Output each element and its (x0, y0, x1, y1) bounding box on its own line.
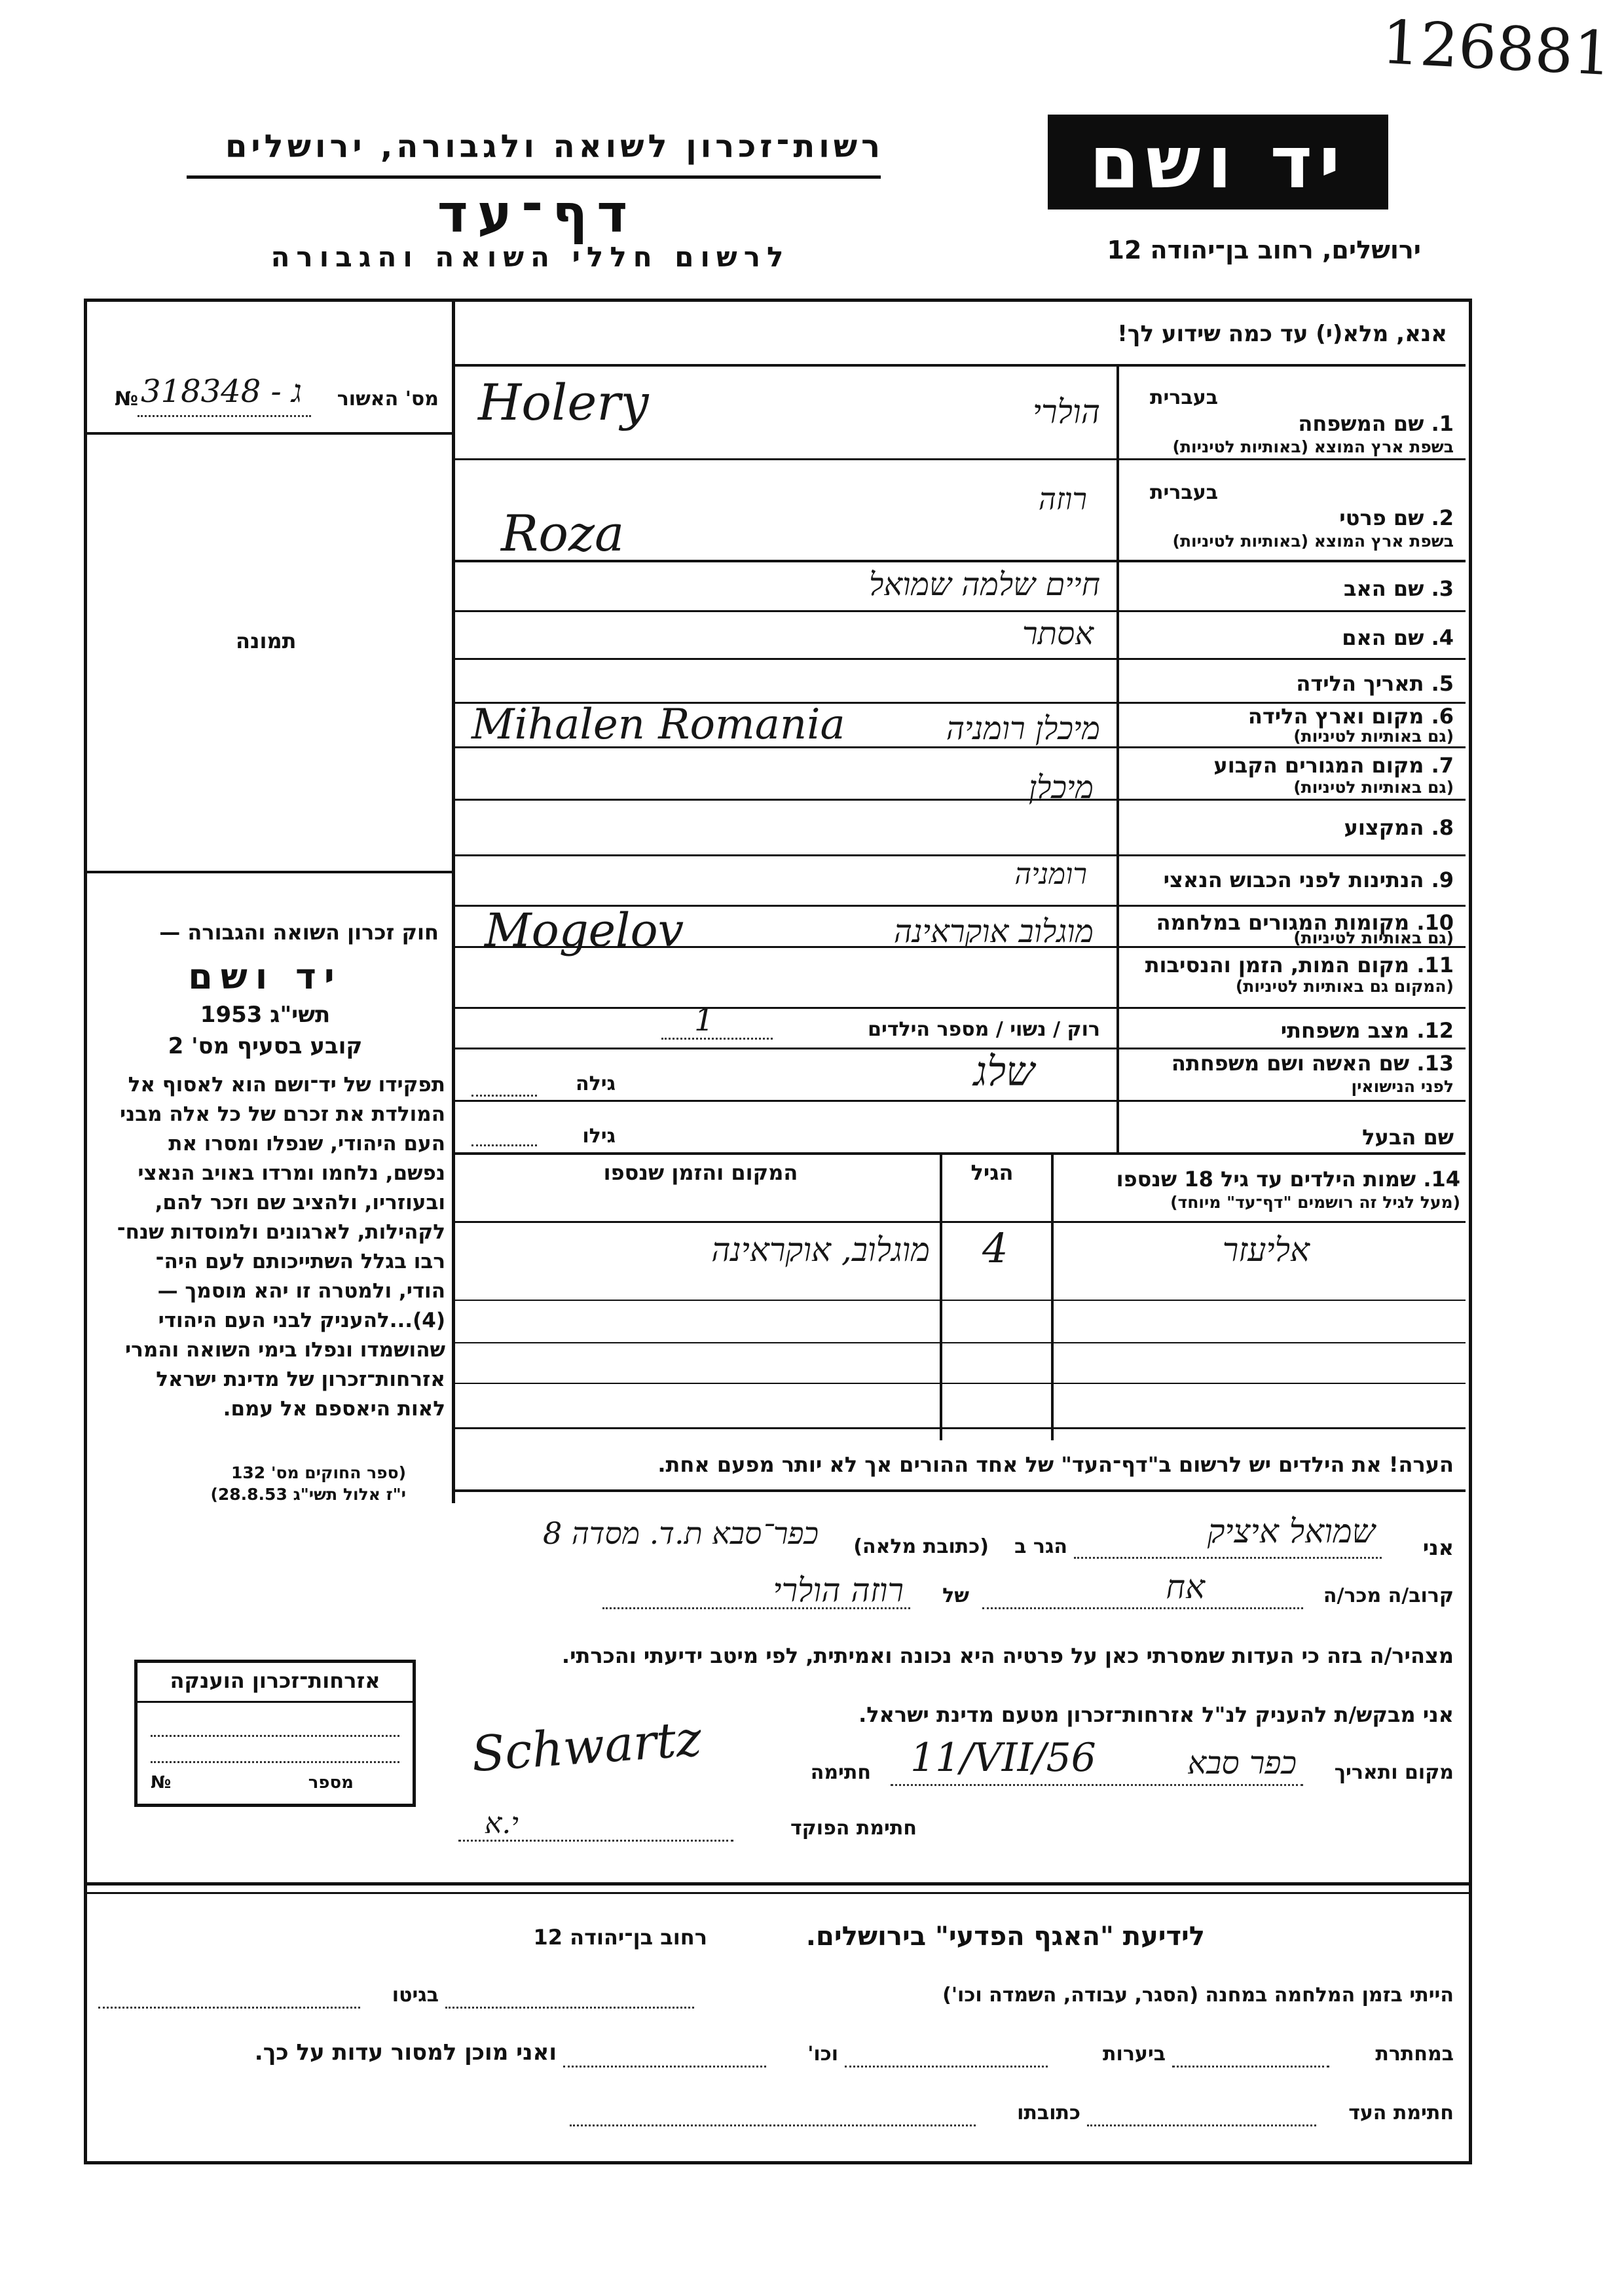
law-line: תפקידו של יד־ושם הוא לאסוף אל (128, 1073, 445, 1097)
citizenship-number-label: מספר (308, 1773, 354, 1793)
notice-line2-b: ביערות (1103, 2043, 1166, 2066)
f7-sub: (גם באותיות לטיניות) (1293, 778, 1454, 797)
f6-value-hebrew: מיכלן רומניה (946, 710, 1100, 747)
husband-label: שם הבעל (1362, 1125, 1454, 1150)
decl-address-label: (כתובת מלאה) (853, 1535, 989, 1558)
age-label-wife: גילה (576, 1072, 616, 1095)
law-line: העם היהודי, שנפלו ומסרו את (168, 1132, 445, 1156)
officer-label: חתימת הפוקד (790, 1817, 917, 1840)
f9-value: רומניה (1014, 858, 1087, 891)
f2-label: 2. שם פרטי (1339, 505, 1454, 530)
decl-statement: מצהיר/ה בזה כי העדות שמסרתי כאן על פרטיה היא נכונה ואמיתית, לפי מיטב ידיעתי והכרתי. (561, 1643, 1454, 1668)
f7-label: 7. מקום המגורים הקבוע (1213, 753, 1454, 778)
f11-label: 11. מקום המות, הזמן והנסיבות (1145, 953, 1454, 977)
f10-label: 10. מקומות המגורים במלחמה (1156, 910, 1454, 935)
f12-options: רוק / נשוי / מספר הילדים (868, 1018, 1100, 1041)
f7-value: מיכלן (1028, 769, 1094, 806)
form-title: דף־עד (437, 183, 637, 244)
f3-value: חיים שלמה שמואל (868, 566, 1100, 603)
f6-label: 6. מקום וארץ הלידה (1247, 704, 1454, 729)
law-citation-1: (ספר החוקים מס' 132 (231, 1463, 406, 1482)
f3-label: 3. שם האב (1343, 576, 1454, 601)
law-section: קובע בסעיף מס' 2 (168, 1033, 363, 1059)
f6-sub: (גם באותיות לטיניות) (1293, 727, 1454, 746)
logo-text: יד ושם (1089, 120, 1347, 204)
place-value: כפר סבא (1187, 1745, 1297, 1781)
law-line: לאות היאספם אל עמם. (223, 1397, 445, 1421)
law-line: שהושמדו ונפלו בימי השואה והמרי (125, 1338, 445, 1362)
law-body (92, 1070, 445, 1424)
citizenship-title: אזרחות־זכרון הוענקה (170, 1668, 380, 1693)
of-label: של (942, 1584, 969, 1607)
f4-value: אסתר (1022, 615, 1094, 652)
f10-sub: (גם באותיות לטיניות) (1293, 928, 1454, 947)
decl-resides: הגר ב (1014, 1535, 1067, 1558)
f5-label: 5. תאריך הלידה (1296, 671, 1454, 696)
law-year: תשי"ג 1953 (200, 1002, 331, 1028)
approval-prefix: № (115, 388, 139, 410)
address-value: כפר־סבא ת.ד. מסדה 8 (542, 1516, 819, 1551)
law-citation-2: י"ז אלול תשי"ג 28.8.53) (210, 1485, 406, 1504)
relation-label: קרוב/ה מכר/ה (1323, 1584, 1454, 1607)
children-col-age: הגיל (970, 1160, 1014, 1185)
law-line: ובעוזריו, ולהציב שם וזכר להם, (155, 1191, 445, 1214)
f1-hebrew-tag: בעברית (1150, 386, 1218, 409)
f12-label: 12. מצב משפחתי (1280, 1018, 1454, 1043)
law-line: לקהילות, לארגונים ולמוסדות שנח־ (117, 1220, 445, 1244)
notice-address: רחוב בן־יהודה 12 (533, 1925, 707, 1950)
approval-label: מס' האשור (337, 388, 439, 410)
f1-value-hebrew: הולרי (1032, 393, 1100, 431)
f4-label: 4. שם האם (1342, 625, 1454, 650)
f13-sub: לפני הנישואין (1351, 1077, 1454, 1096)
citizenship-number-prefix: № (151, 1773, 172, 1793)
place-date-label: מקום ותאריך (1334, 1761, 1454, 1784)
header-address: ירושלים, רחוב בן־יהודה 12 (1107, 236, 1421, 264)
f8-label: 8. המקצוע (1344, 815, 1454, 840)
age-label-husband: גילו (582, 1125, 616, 1148)
citizenship-box (134, 1660, 416, 1807)
f2-value-latin: Roza (501, 504, 625, 562)
notice-line1-end: בגיטו (392, 1984, 439, 2007)
decl-request: אני מבקש/ת להעניק לנ"ל אזרחות־זכרון מטעם מדינת ישראל. (858, 1702, 1454, 1727)
f1-label: 1. שם המשפחה (1298, 411, 1454, 436)
f1-value-latin: Holery (478, 373, 649, 431)
notice-title: לידיעת "האגף הפדעי" בירושלים. (805, 1922, 1205, 1952)
date-value: 11/VII/56 (910, 1735, 1096, 1781)
f10-value-latin: Mogelov (485, 903, 684, 957)
f2-sub: בשפת ארץ המוצא (באותיות לטיניות) (1172, 532, 1454, 551)
signature-label: חתימה (810, 1761, 871, 1784)
law-heading: חוק זכרון השואה והגבורה — (159, 920, 439, 945)
child-name: אליעזר (1222, 1231, 1310, 1269)
child-age: 4 (982, 1224, 1008, 1272)
f11-sub: (המקום גם באותיות לטיניות) (1235, 977, 1454, 996)
institution-underline (187, 175, 881, 179)
f6-value-latin: Mihalen Romania (471, 701, 845, 749)
children-sub: (מעל לגיל זה רושמים "דף־עד" מיוחד) (1170, 1193, 1460, 1212)
photo-label: תמונה (236, 629, 297, 653)
approval-number: 318348 - ג (141, 373, 302, 410)
institution-name: רשות־זכרון לשואה ולגבורה, ירושלים (225, 128, 884, 165)
law-line: נפשם, נלחמו ומרדו באויב הנאצי (138, 1161, 445, 1185)
f10-value-hebrew: מוגלוב אוקראינה (893, 913, 1094, 950)
law-line: (4)...להעניק לבני העם היהודי (158, 1309, 445, 1332)
form-subtitle: לרשום חללי השואה והגבורה (270, 241, 790, 273)
notice-line2-d: ואני מוכן למסור עדות על כך. (254, 2039, 557, 2066)
signature-value: Schwartz (470, 1710, 703, 1783)
f13-label: 13. שם האשה ושם משפחתה (1171, 1051, 1454, 1076)
notice-line2-a: במחתרת (1375, 2043, 1454, 2066)
f2-value-hebrew: רוזה (1038, 481, 1087, 517)
f9-label: 9. הנתינות לפני הכבוש הנאצי (1163, 867, 1454, 892)
children-label: 14. שמות הילדים עד גיל 18 שנספו (1116, 1167, 1460, 1192)
law-line: הודי, ולמטרה זו יהא מוסמך — (157, 1279, 445, 1303)
notice-line3-a: חתימת העד (1348, 2102, 1454, 2124)
yad-vashem-logo (1048, 115, 1388, 210)
decl-ani: אני (1422, 1535, 1454, 1560)
children-col-place: המקום והזמן שנספו (603, 1160, 798, 1185)
note: הערה! את הילדים יש לרשום ב"דף־העד" של אחד ההורים אך לא יותר מפעם אחת. (657, 1452, 1454, 1477)
f1-sub: בשפת ארץ המוצא (באותיות לטיניות) (1172, 437, 1454, 456)
f13-value: שלג (973, 1048, 1035, 1095)
notice-line1: הייתי בזמן המלחמה במחנה (הסגר, עבודה, השמדה וכו') (942, 1984, 1454, 2007)
instructions: אנא, מלא(י) עד כמה שידוע לך! (1117, 321, 1447, 347)
relation-value: אח (1166, 1568, 1205, 1606)
law-name: יד ושם (188, 956, 342, 997)
law-line: רבו בגלל השתייכותם לעם היה־ (155, 1250, 445, 1273)
of-value: רוזה הולרי (773, 1571, 904, 1609)
f12-value: 1 (694, 1002, 714, 1038)
archive-number: 126881 (1380, 7, 1614, 90)
law-line: המולדת את זכרם של כל אלה מבני (120, 1102, 445, 1126)
notice-line3-b: כתובתו (1017, 2102, 1080, 2124)
declarant-name: שמואל איציק (1207, 1512, 1375, 1550)
f2-hebrew-tag: בעברית (1150, 481, 1218, 504)
child-place: מוגלוב, אוקראינה (711, 1231, 930, 1269)
law-line: אזרחות־זכרון של מדינת ישראל (156, 1368, 445, 1391)
officer-value: י.א (485, 1807, 519, 1840)
notice-line2-c: וכו' (807, 2043, 838, 2066)
